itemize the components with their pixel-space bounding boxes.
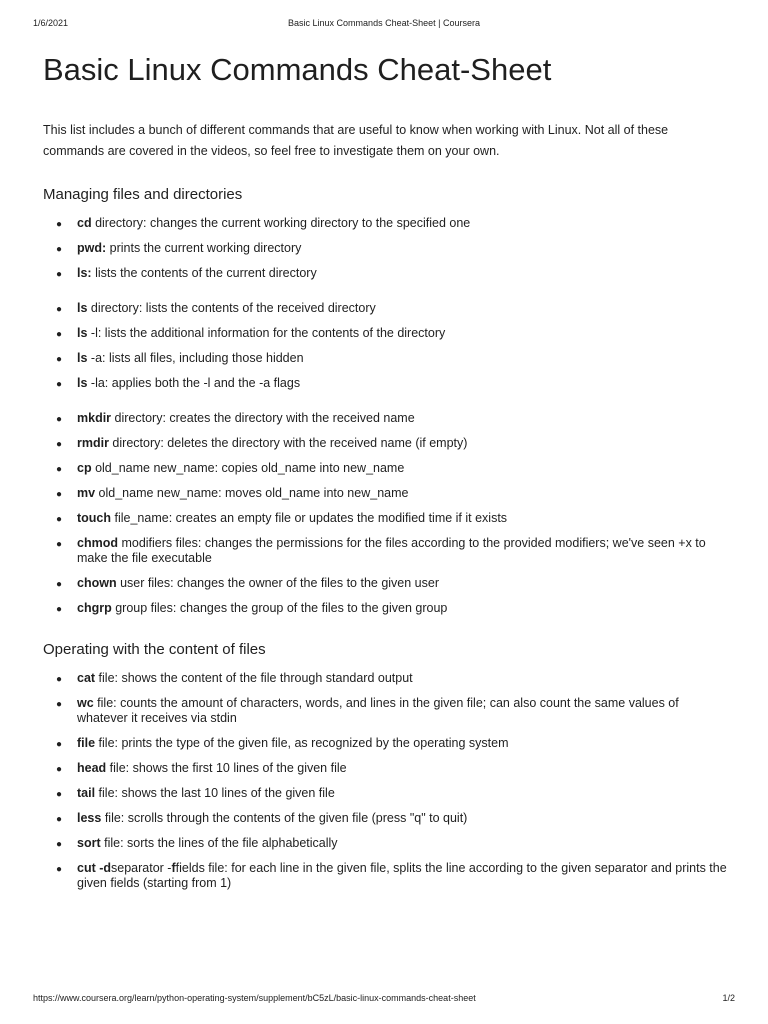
section-heading-content: Operating with the content of files xyxy=(43,641,266,658)
command-name: cat xyxy=(77,671,96,685)
command-description: -a: lists all files, including those hidden xyxy=(87,351,304,365)
list-item xyxy=(43,266,728,281)
bullet-icon: ● xyxy=(56,304,63,315)
command-name: chgrp xyxy=(77,601,112,615)
command-list-navigation xyxy=(43,216,728,281)
command-description: modifiers files: changes the permissions for the files according to the provided modifiers; we've seen +x to make the file executable xyxy=(77,536,706,565)
command-description: lists the contents of the current directory xyxy=(91,266,317,280)
list-item xyxy=(43,301,728,316)
command-name: ls xyxy=(77,326,88,340)
command-description: prints the current working directory xyxy=(106,241,302,255)
list-item xyxy=(43,836,728,851)
command-name: ls xyxy=(77,351,88,365)
command-name: file xyxy=(77,736,96,750)
bullet-icon: ● xyxy=(56,414,63,425)
print-page-title: Basic Linux Commands Cheat-Sheet | Coursera xyxy=(288,18,480,28)
page-title: Basic Linux Commands Cheat-Sheet xyxy=(43,52,552,87)
command-name: ls: xyxy=(77,266,92,280)
bullet-icon: ● xyxy=(56,699,63,710)
print-date: 1/6/2021 xyxy=(33,18,69,28)
command-name: chown xyxy=(77,576,117,590)
bullet-icon: ● xyxy=(56,514,63,525)
command-description: file: shows the first 10 lines of the given file xyxy=(106,761,347,775)
command-name: sort xyxy=(77,836,101,850)
bullet-icon: ● xyxy=(56,439,63,450)
list-item xyxy=(43,326,728,341)
command-name: less xyxy=(77,811,102,825)
bullet-icon: ● xyxy=(56,864,63,875)
command-description: user files: changes the owner of the files to the given user xyxy=(116,576,439,590)
command-name: rmdir xyxy=(77,436,109,450)
list-item xyxy=(43,511,728,526)
bullet-icon: ● xyxy=(56,789,63,800)
command-description: file_name: creates an empty file or updates the modified time if it exists xyxy=(111,511,508,525)
command-name: cut xyxy=(77,861,96,875)
command-description: old_name new_name: moves old_name into new_name xyxy=(95,486,409,500)
command-description: -l: lists the additional information for the contents of the directory xyxy=(87,326,446,340)
print-url: https://www.coursera.org/learn/python-operating-system/supplement/bC5zL/basic-linux-commands-cheat-sheet xyxy=(33,993,476,1003)
list-item xyxy=(43,436,728,451)
command-name: cd xyxy=(77,216,92,230)
bullet-icon: ● xyxy=(56,269,63,280)
command-description: directory: deletes the directory with the received name (if empty) xyxy=(108,436,468,450)
command-description: file: prints the type of the given file, as recognized by the operating system xyxy=(95,736,509,750)
bullet-icon: ● xyxy=(56,464,63,475)
list-item xyxy=(43,536,728,566)
list-item xyxy=(43,461,728,476)
list-item xyxy=(43,761,728,776)
list-item xyxy=(43,376,728,391)
command-description: directory: lists the contents of the received directory xyxy=(87,301,376,315)
command-name: tail xyxy=(77,786,96,800)
command-name: cp xyxy=(77,461,92,475)
bullet-icon: ● xyxy=(56,604,63,615)
list-item xyxy=(43,411,728,426)
command-flag: d xyxy=(103,861,112,875)
command-description: directory: creates the directory with the received name xyxy=(111,411,415,425)
command-name: head xyxy=(77,761,107,775)
command-list-listing xyxy=(43,301,728,391)
bullet-icon: ● xyxy=(56,539,63,550)
print-footer xyxy=(33,993,735,1005)
intro-paragraph: This list includes a bunch of different commands that are useful to know when working with Linux. Not all of these commands are covered in the videos, so feel free to investigate them on your own. xyxy=(43,123,669,158)
command-description: file: sorts the lines of the file alphabetically xyxy=(100,836,338,850)
list-item xyxy=(43,861,728,891)
command-flag: f xyxy=(171,861,176,875)
list-item xyxy=(43,241,728,256)
page-number: 1/2 xyxy=(722,993,735,1003)
command-name: wc xyxy=(77,696,94,710)
command-list-manage xyxy=(43,411,728,616)
bullet-icon: ● xyxy=(56,354,63,365)
command-description: file: shows the content of the file through standard output xyxy=(95,671,413,685)
bullet-icon: ● xyxy=(56,329,63,340)
command-name: mkdir xyxy=(77,411,112,425)
section-heading-files: Managing files and directories xyxy=(43,186,243,203)
bullet-icon: ● xyxy=(56,219,63,230)
list-item xyxy=(43,786,728,801)
bullet-icon: ● xyxy=(56,674,63,685)
command-description: file: counts the amount of characters, words, and lines in the given file; can also count the same values of whatever it receives via stdin xyxy=(77,696,679,725)
command-description: fields file: for each line in the given file, splits the line according to the given separator and prints the given fields (starting from 1) xyxy=(77,861,727,890)
list-item xyxy=(43,351,728,366)
bullet-icon: ● xyxy=(56,244,63,255)
command-description: -la: applies both the -l and the -a flags xyxy=(87,376,301,390)
command-name: mv xyxy=(77,486,96,500)
command-name: ls xyxy=(77,301,88,315)
list-item xyxy=(43,216,728,231)
command-description: directory: changes the current working directory to the specified one xyxy=(91,216,471,230)
command-name: touch xyxy=(77,511,112,525)
command-name: pwd: xyxy=(77,241,107,255)
command-name: ls xyxy=(77,376,88,390)
bullet-icon: ● xyxy=(56,764,63,775)
command-description: file: scrolls through the contents of the given file (press "q" to quit) xyxy=(101,811,468,825)
print-header xyxy=(33,18,735,30)
list-item xyxy=(43,671,728,686)
command-list-content xyxy=(43,671,728,891)
document-body xyxy=(43,50,728,891)
bullet-icon: ● xyxy=(56,814,63,825)
list-item xyxy=(43,736,728,751)
bullet-icon: ● xyxy=(56,379,63,390)
bullet-icon: ● xyxy=(56,739,63,750)
list-item xyxy=(43,696,728,726)
command-description: group files: changes the group of the files to the given group xyxy=(111,601,448,615)
list-item xyxy=(43,601,728,616)
bullet-icon: ● xyxy=(56,839,63,850)
bullet-icon: ● xyxy=(56,489,63,500)
bullet-icon: ● xyxy=(56,579,63,590)
list-item xyxy=(43,811,728,826)
command-description: separator - xyxy=(111,861,172,875)
command-description: - xyxy=(95,861,104,875)
command-description: old_name new_name: copies old_name into new_name xyxy=(91,461,405,475)
list-item xyxy=(43,486,728,501)
command-name: chmod xyxy=(77,536,118,550)
list-item xyxy=(43,576,728,591)
command-description: file: shows the last 10 lines of the given file xyxy=(95,786,335,800)
